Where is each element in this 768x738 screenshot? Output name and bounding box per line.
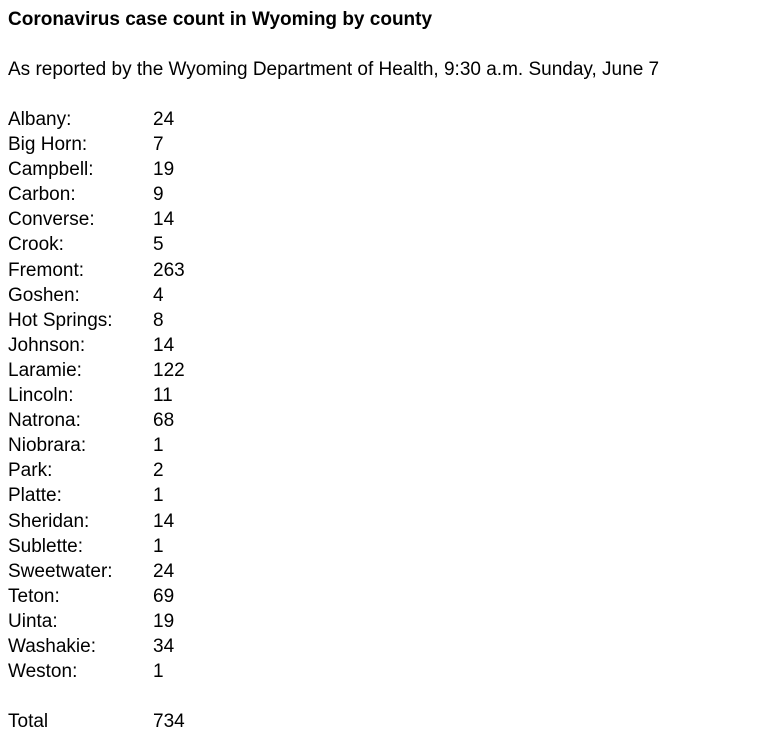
county-name: Hot Springs: (8, 309, 113, 331)
county-name: Big Horn: (8, 134, 88, 156)
county-name: Converse: (8, 209, 95, 231)
county-name: Teton: (8, 585, 60, 607)
county-name: Crook: (8, 234, 64, 256)
county-name: Fremont: (8, 259, 85, 281)
county-name: Park: (8, 460, 53, 482)
county-count: 69 (153, 585, 175, 607)
county-name: Sublette: (8, 535, 83, 557)
county-name: Platte: (8, 485, 62, 507)
county-count: 14 (153, 209, 175, 231)
county-count: 1 (153, 661, 164, 683)
county-count: 2 (153, 460, 164, 482)
total-label: Total (8, 711, 49, 732)
county-count: 122 (153, 359, 185, 381)
county-count: 4 (153, 284, 164, 306)
total-count: 734 (153, 711, 185, 732)
county-count: 19 (153, 610, 175, 632)
county-count: 1 (153, 435, 164, 457)
county-name: Campbell: (8, 159, 94, 181)
county-name: Goshen: (8, 284, 80, 306)
county-count: 1 (153, 485, 164, 507)
county-count: 9 (153, 184, 164, 206)
county-name: Sheridan: (8, 510, 90, 532)
county-name: Natrona: (8, 410, 81, 432)
county-name: Albany: (8, 109, 72, 130)
county-count: 24 (153, 109, 175, 130)
county-name: Washakie: (8, 635, 96, 657)
county-count: 68 (153, 410, 175, 432)
county-name: Laramie: (8, 359, 82, 381)
county-count: 11 (153, 385, 173, 407)
county-count: 7 (153, 134, 164, 156)
county-count: 19 (153, 159, 175, 181)
county-count: 34 (153, 635, 175, 657)
total-row (8, 709, 308, 734)
county-count: 14 (153, 510, 175, 532)
county-count: 1 (153, 535, 164, 557)
county-count: 8 (153, 309, 164, 331)
county-count: 5 (153, 234, 164, 256)
county-count: 263 (153, 259, 185, 281)
county-name: Niobrara: (8, 435, 87, 457)
county-name: Sweetwater: (8, 560, 113, 582)
county-name: Weston: (8, 661, 78, 683)
county-name: Uinta: (8, 610, 58, 632)
page-title: Coronavirus case count in Wyoming by county (8, 9, 433, 30)
county-name: Carbon: (8, 184, 76, 206)
county-count: 24 (153, 560, 175, 582)
county-name: Lincoln: (8, 385, 74, 407)
county-count: 14 (153, 334, 175, 356)
county-name: Johnson: (8, 334, 86, 356)
source-note: As reported by the Wyoming Department of Health, 9:30 a.m. Sunday, June 7 (8, 59, 660, 80)
